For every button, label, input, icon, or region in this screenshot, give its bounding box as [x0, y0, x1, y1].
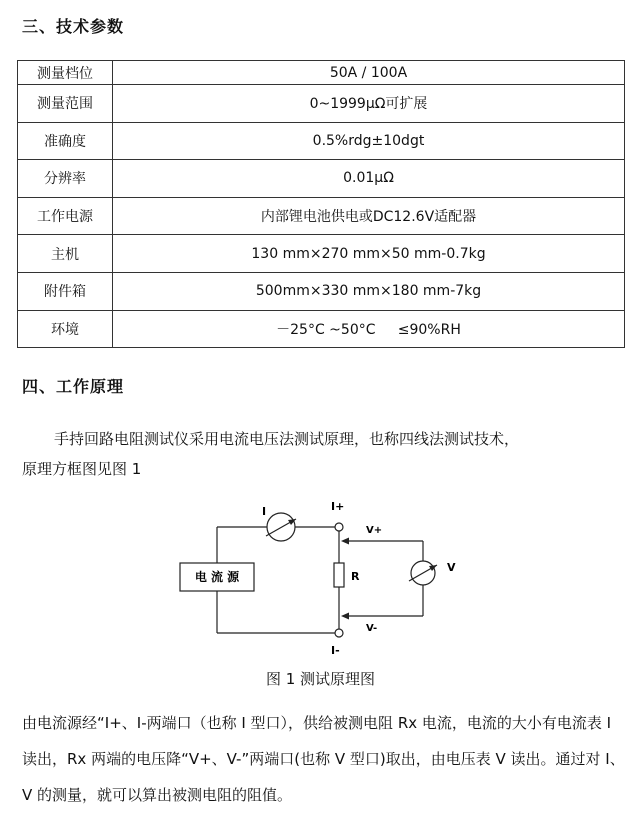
param-row — [18, 310, 625, 348]
param-value: 50A / 100A — [113, 61, 625, 85]
principle-diagram — [170, 495, 470, 660]
param-value: 内部锂电池供电或DC12.6V适配器 — [113, 197, 625, 235]
param-row — [18, 272, 625, 310]
arrow-v-minus-icon — [341, 613, 349, 620]
resistor-icon — [334, 563, 344, 587]
param-label: 附件箱 — [18, 272, 113, 310]
param-row — [18, 122, 625, 160]
param-label: 环境 — [18, 310, 113, 348]
section-title-tech-params: 三、技术参数 — [22, 17, 125, 36]
terminal-v-plus-label: V+ — [366, 525, 383, 536]
terminal-i-plus-icon — [335, 523, 343, 531]
param-value: 0.01μΩ — [113, 160, 625, 198]
section-title-working-principle: 四、工作原理 — [22, 377, 125, 396]
terminal-i-minus-label: I- — [331, 644, 340, 657]
param-value: －25°C ~50°C ≤90%RH — [113, 310, 625, 348]
param-label: 测量范围 — [18, 85, 113, 123]
param-label: 准确度 — [18, 122, 113, 160]
param-label: 主机 — [18, 235, 113, 273]
resistor-label: R — [351, 570, 360, 583]
param-label: 测量档位 — [18, 61, 113, 85]
param-value: 0.5%rdg±10dgt — [113, 122, 625, 160]
param-row — [18, 235, 625, 273]
intro-paragraph — [22, 424, 622, 484]
param-row — [18, 61, 625, 85]
voltmeter-label: V — [447, 561, 456, 574]
terminal-i-minus-icon — [335, 629, 343, 637]
ammeter-label: I — [262, 505, 267, 518]
current-source-label: 电 流 源 — [194, 570, 240, 584]
ammeter-icon — [266, 513, 296, 541]
param-value: 500mm×330 mm×180 mm-7kg — [113, 272, 625, 310]
param-label: 工作电源 — [18, 197, 113, 235]
figure-caption: 图 1 测试原理图 — [265, 670, 376, 688]
intro-line-1: 手持回路电阻测试仪采用电流电压法测试原理，也称四线法测试技术， — [54, 430, 520, 448]
param-row — [18, 85, 625, 123]
explanation-paragraph: 由电流源经“I+、I-两端口（也称 I 型口），供给被测电阻 Rx 电流，电流的大小有电流表 I 读出，Rx 两端的电压降“V+、V-”两端口(也称 V 型口)取出，由电压表 V 读出。通过对 I、V 的测量，就可以算出被测电阻的阻值。 — [22, 714, 625, 804]
terminal-i-plus-label: I+ — [331, 500, 345, 513]
param-label: 分辨率 — [18, 160, 113, 198]
tech-params-table — [17, 60, 625, 348]
intro-line-2: 原理方框图见图 1 — [22, 460, 142, 478]
param-value: 0~1999μΩ可扩展 — [113, 85, 625, 123]
terminal-v-minus-label: V- — [366, 623, 378, 634]
param-row — [18, 160, 625, 198]
param-value: 130 mm×270 mm×50 mm-0.7kg — [113, 235, 625, 273]
param-row — [18, 197, 625, 235]
arrow-v-plus-icon — [341, 538, 349, 545]
voltmeter-icon — [409, 561, 437, 585]
